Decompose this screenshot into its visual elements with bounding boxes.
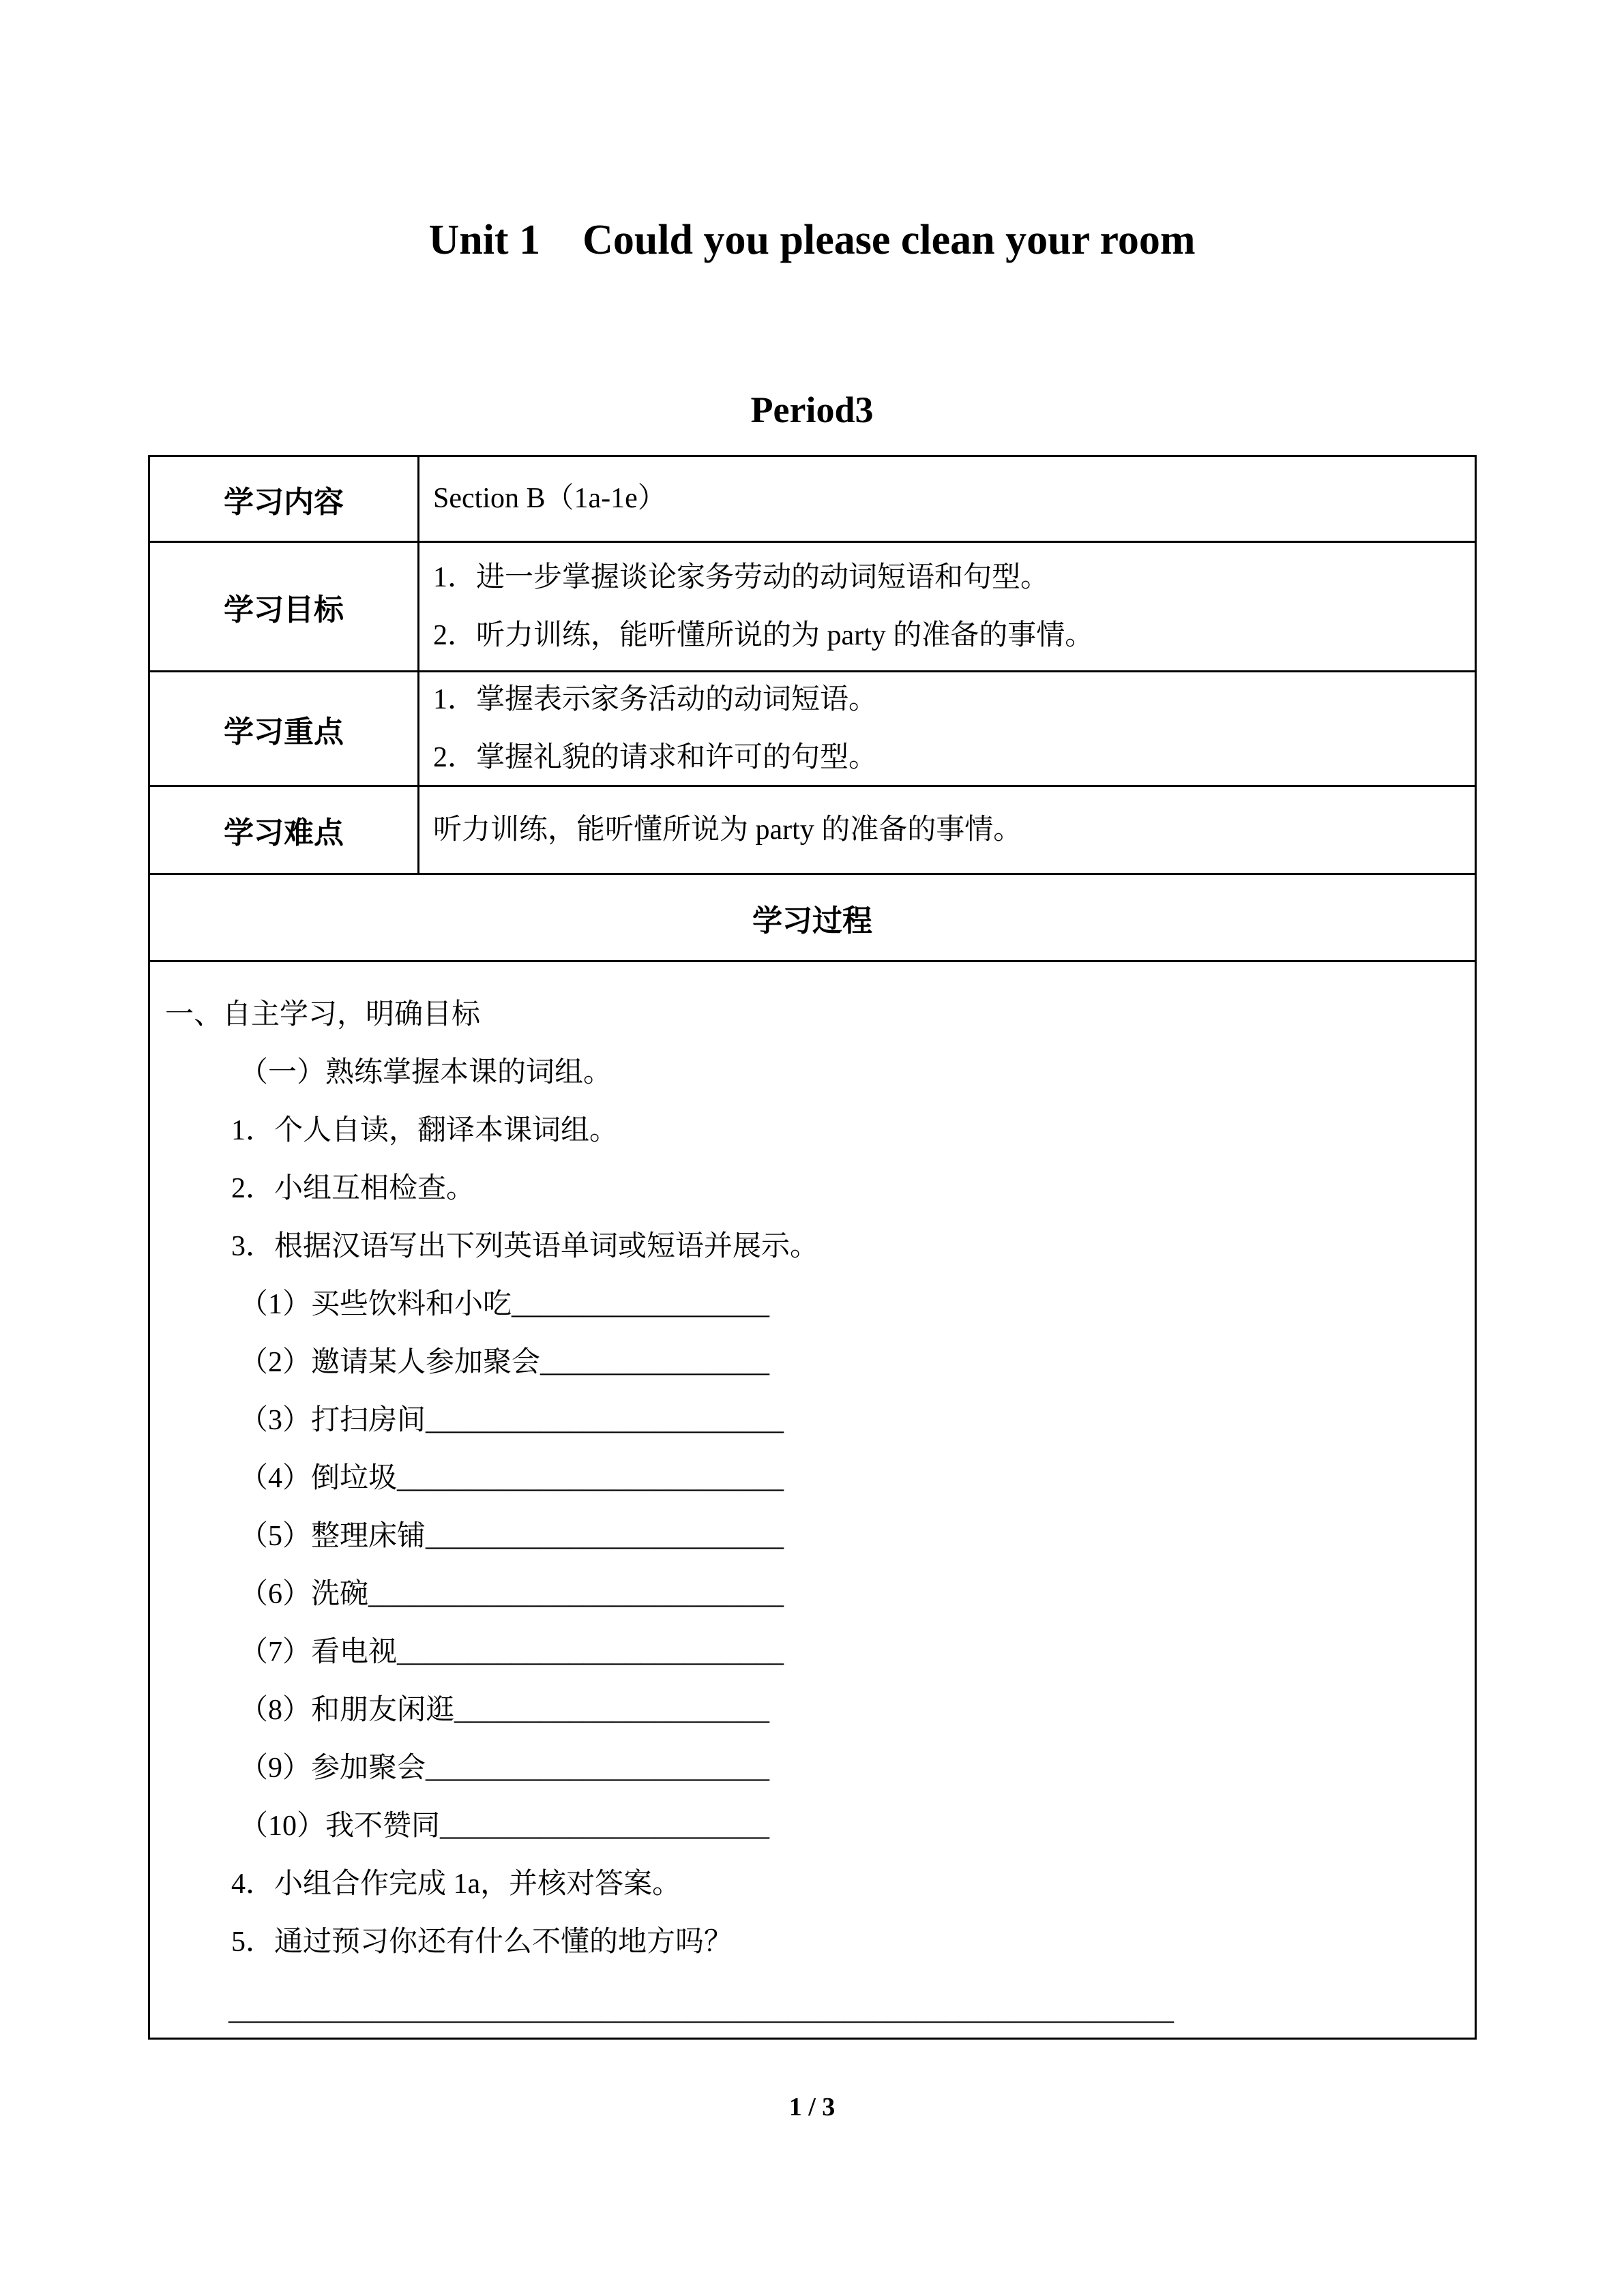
cell-line: 1．掌握表示家务活动的动词短语。 [433,683,878,715]
cell-line: 听力训练，能听懂所说为 party 的准备的事情。 [433,814,1022,846]
table-row-key-points [150,672,1475,787]
process-line-blank-item: （10）我不赞同_______________________ [239,1810,770,1842]
process-header: 学习过程 [752,904,872,938]
table-row-content [150,457,1475,543]
process-line: 2．小组互相检查。 [231,1173,475,1204]
cell-key-points [419,672,1475,785]
row-label-difficulties: 学习难点 [150,787,419,873]
process-line-blank-item: （3）打扫房间_________________________ [239,1405,784,1436]
row-label-learning-goals: 学习目标 [150,543,419,670]
cell-learning-goals [419,543,1475,670]
cell-line: 1．进一步掌握谈论家务劳动的动词短语和句型。 [433,561,1050,593]
cell-line: 2．掌握礼貌的请求和许可的句型。 [433,741,878,773]
process-line-blank-item: （2）邀请某人参加聚会________________ [239,1347,770,1378]
table-row-goals [150,543,1475,672]
process-line-blank-item: （5）整理床铺_________________________ [239,1521,784,1552]
cell-line: Section B（1a-1e） [433,483,666,514]
period-subtitle: Period3 [750,389,874,430]
process-line: 5．通过预习你还有什么不懂的地方吗？ [231,1926,733,1958]
process-line-blank-item: （7）看电视___________________________ [239,1637,784,1668]
table-row-process-header [150,875,1475,962]
page-number: 1 / 3 [788,2093,836,2121]
cell-line: 2．听力训练，能听懂所说的为 party 的准备的事情。 [433,619,1094,651]
cell-difficulties [419,787,1475,873]
process-line: 一、自主学习，明确目标 [165,999,481,1030]
process-line-blank-item: （4）倒垃圾___________________________ [239,1463,784,1494]
answer-blank-line: __________________________________________________________________ [228,1995,1174,2026]
process-line: （一）熟练掌握本课的词组。 [239,1057,612,1088]
row-label-key-points: 学习重点 [150,672,419,785]
process-line-blank-item: （1）买些饮料和小吃__________________ [239,1289,770,1320]
process-body [150,962,1475,2040]
table-row-difficulties [150,787,1475,875]
process-line-blank-item: （9）参加聚会________________________ [239,1753,770,1784]
row-label-learning-content: 学习内容 [150,457,419,541]
process-line: 1．个人自读，翻译本课词组。 [231,1115,619,1146]
page-title: Unit 1 Could you please clean your room [428,217,1196,263]
process-line-blank-item: （8）和朋友闲逛______________________ [239,1695,770,1726]
process-line: 4．小组合作完成 1a，并核对答案。 [231,1868,681,1900]
process-line: 3．根据汉语写出下列英语单词或短语并展示。 [231,1231,819,1262]
table-row-process-body [150,962,1475,2040]
process-line-blank-item: （6）洗碗_____________________________ [239,1579,784,1610]
learning-plan-table [148,455,1477,2040]
cell-learning-content [419,457,1475,541]
